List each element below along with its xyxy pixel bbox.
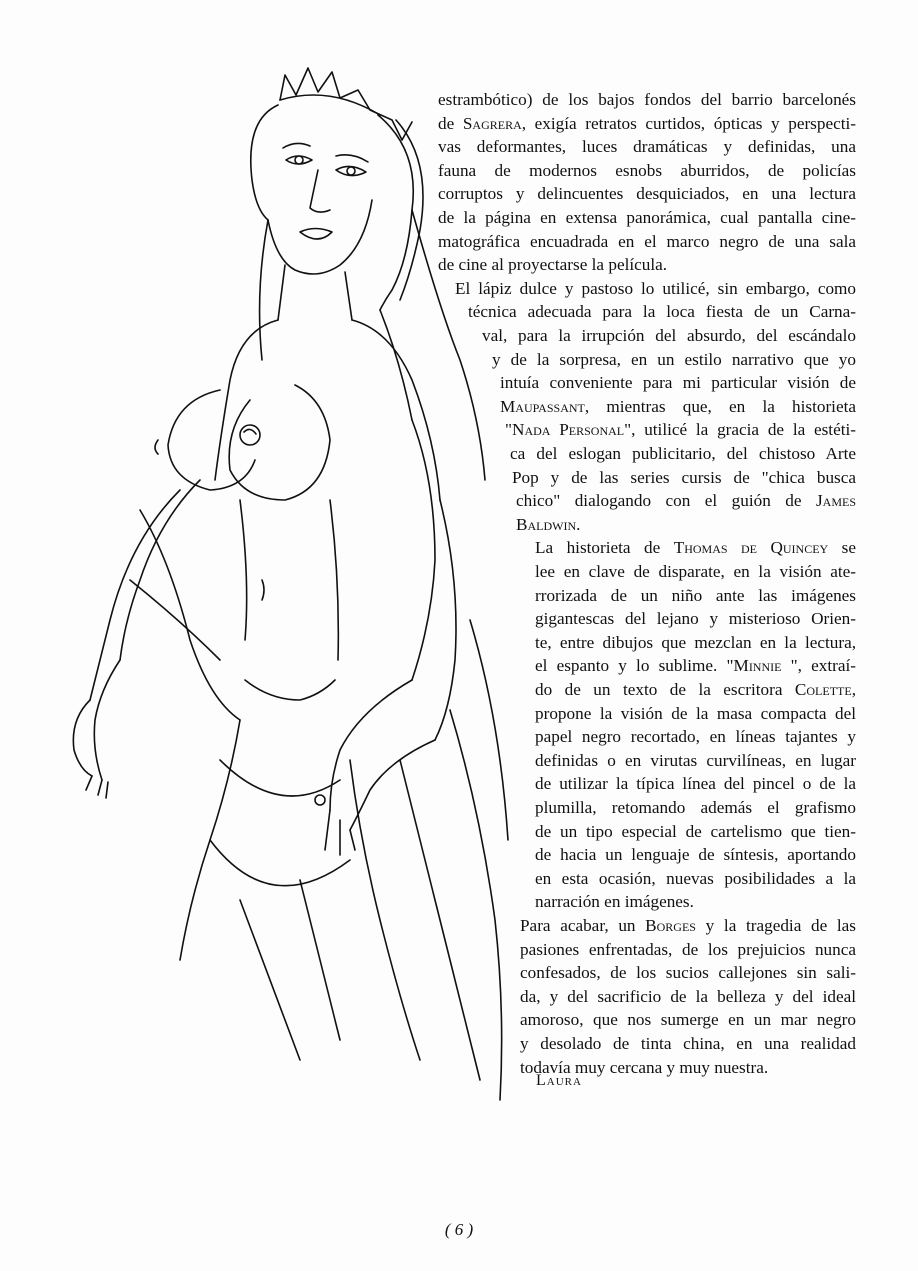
text-line: pasiones enfrentadas, de los prejuicios nunca	[520, 939, 856, 959]
text-line: Baldwin.	[516, 514, 581, 534]
author-signature: Laura	[536, 1072, 582, 1089]
text-line: y desolado de tinta china, en una realidad	[520, 1034, 856, 1053]
text-line: do de un texto de la escritora Colette,	[535, 680, 856, 699]
text-line: Maupassant, mientras que, en la historieta	[500, 396, 856, 416]
text-line: La historieta de Thomas de Quincey se	[535, 538, 856, 558]
text-line: gigantescas del lejano y misterioso Orien-	[535, 609, 856, 629]
text-line: intuía conveniente para mi particular visión de	[500, 373, 856, 393]
text-line: corruptos y delincuentes desquiciados, en una lectura	[438, 184, 856, 204]
text-line: "Nada Personal", utilicé la gracia de la estéti-	[505, 420, 856, 440]
text-line: de la página en extensa panorámica, cual pantalla cine-	[438, 208, 856, 227]
text-line: y de la sorpresa, en un estilo narrativo que yo	[492, 349, 856, 369]
text-line: propone la visión de la masa compacta del	[535, 703, 856, 723]
text-line: de hacia un lenguaje de síntesis, aportando	[535, 845, 856, 865]
text-line: técnica adecuada para la loca fiesta de un Carna-	[468, 302, 856, 322]
text-line: en esta ocasión, nuevas posibilidades a la	[535, 868, 856, 888]
text-line: te, entre dibujos que mezclan en la lectura,	[535, 632, 856, 652]
text-line: chico" dialogando con el guión de James	[516, 491, 856, 511]
text-line: Pop y de las series cursis de "chica busca	[512, 467, 856, 487]
text-line: de cine al proyectarse la película.	[438, 255, 668, 275]
text-line: lee en clave de disparate, en la visión ate-	[535, 562, 856, 581]
text-line: rrorizada de un niño ante las imágenes	[535, 585, 856, 605]
text-line: estrambótico) de los bajos fondos del barrio barcelonés	[438, 90, 856, 109]
text-line: definidas o en virutas curvilíneas, en lugar	[535, 750, 856, 770]
text-line: amoroso, que nos sumerge en un mar negro	[520, 1010, 856, 1030]
text-line: vas deformantes, luces dramáticas y definidas, una	[438, 137, 856, 157]
text-line: val, para la irrupción del absurdo, del escándalo	[482, 326, 856, 345]
text-line: confesados, de los sucios callejones sin sali-	[520, 963, 856, 983]
text-line: de Sagrera, exigía retratos curtidos, ópticas y perspecti-	[438, 113, 856, 133]
text-line: todavía muy cercana y muy nuestra.	[520, 1057, 769, 1077]
text-line: narración en imágenes.	[535, 892, 694, 912]
text-line: Para acabar, un Borges y la tragedia de las	[520, 916, 856, 935]
text-line: ca del eslogan publicitario, del chistoso Arte	[510, 444, 856, 463]
page-number: ( 6 )	[444, 1220, 474, 1239]
text-line: el espanto y lo sublime. "Minnie ", extraí-	[535, 656, 856, 676]
text-line: de utilizar la típica línea del pincel o de la	[535, 774, 856, 794]
text-line: plumilla, retomando además el grafismo	[535, 798, 856, 817]
text-line: fauna de modernos esnobs aburridos, de policías	[438, 160, 856, 180]
text-line: matográfica encuadrada en el marco negro de una sala	[438, 231, 856, 251]
text-line: da, y del sacrificio de la belleza y del ideal	[520, 986, 856, 1006]
text-line: papel negro recortado, en líneas tajantes y	[535, 727, 856, 747]
text-line: El lápiz dulce y pastoso lo utilicé, sin embargo, como	[455, 278, 856, 298]
text-line: de un tipo especial de cartelismo que tien-	[535, 821, 856, 841]
